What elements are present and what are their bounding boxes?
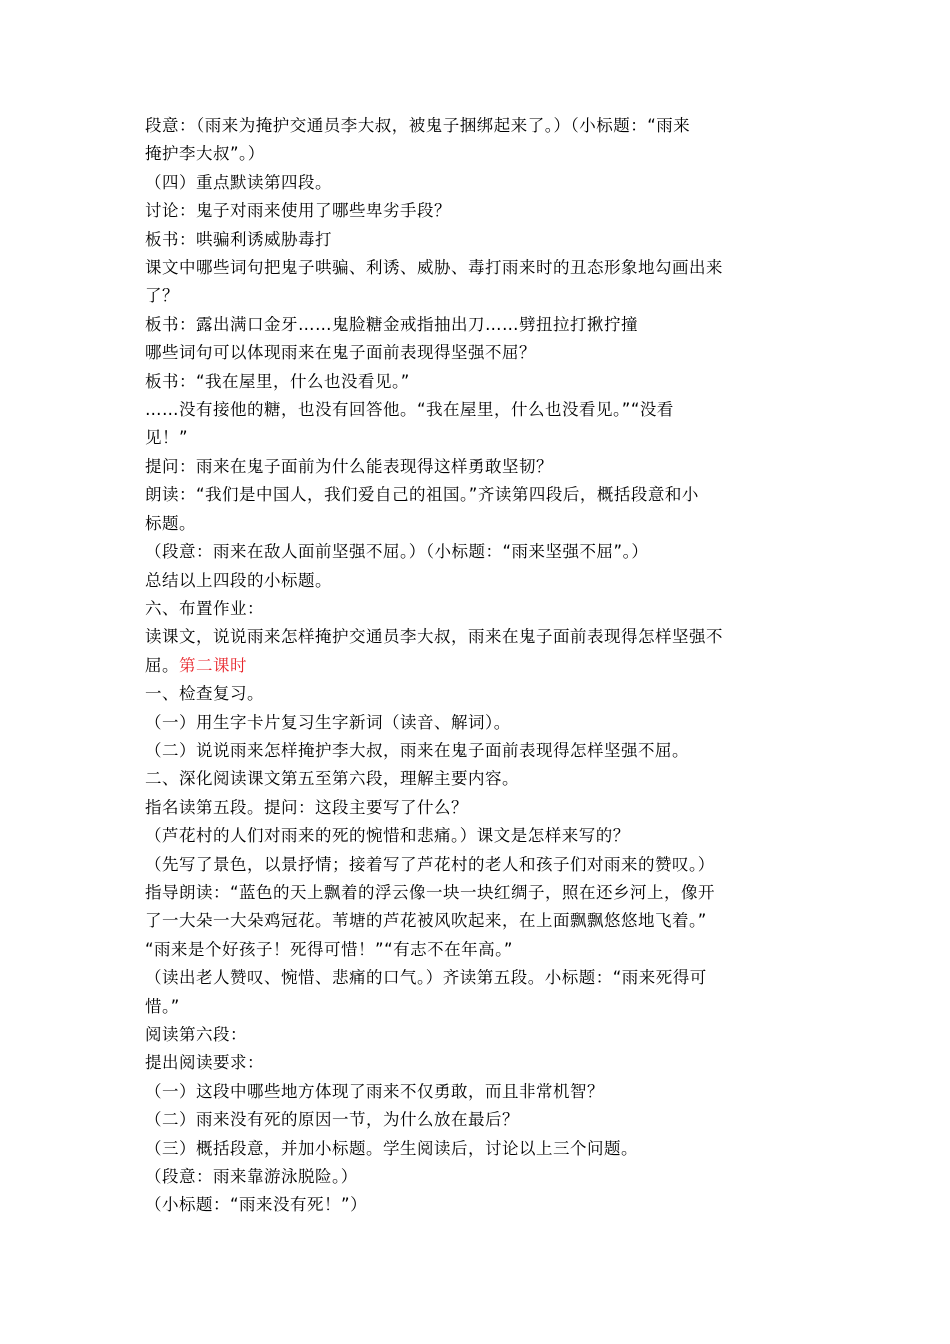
text-line: 六、布置作业： (145, 598, 264, 618)
text-line: 阅读第六段： (145, 1025, 247, 1044)
text-line: 二、深化阅读课文第五至第六段，理解主要内容。 (145, 769, 519, 789)
text-line: “雨来是个好孩子！死得可惜！”“有志不在年高。” (145, 939, 513, 959)
text-line: 板书：哄骗利诱威胁毒打 (145, 229, 332, 249)
text-line: 板书：露出满口金牙……鬼脸糖金戒指抽出刀……劈扭拉打揪拧撞 (145, 314, 638, 334)
text-line: 段意：（雨来为掩护交通员李大叔，被鬼子捆绑起来了。）（小标题：“雨来 (145, 116, 691, 135)
text-line-with-heading (145, 652, 810, 680)
text-line: 课文中哪些词句把鬼子哄骗、利诱、威胁、毒打雨来时的丑态形象地勾画出来 (145, 258, 723, 278)
text-line: 板书：“我在屋里，什么也没看见。” (145, 371, 410, 391)
text-line: 了一大朵一大朵鸡冠花。苇塘的芦花被风吹起来，在上面飘飘悠悠地飞着。” (145, 911, 707, 931)
text-line: 读课文，说说雨来怎样掩护交通员李大叔，雨来在鬼子面前表现得怎样坚强不 (145, 627, 723, 647)
text-line: 了？ (145, 286, 179, 306)
text-line: （段意：雨来在敌人面前坚强不屈。）（小标题：“雨来坚强不屈”。） (145, 542, 649, 562)
document-body (145, 112, 810, 1220)
text-line: （芦花村的人们对雨来的死的惋惜和悲痛。）课文是怎样来写的？ (145, 826, 630, 846)
text-line: （一）用生字卡片复习生字新词（读音、解词）。 (145, 712, 511, 732)
text-line: 总结以上四段的小标题。 (145, 570, 332, 590)
text-line: （二）说说雨来怎样掩护李大叔，雨来在鬼子面前表现得怎样坚强不屈。 (145, 740, 689, 760)
text-line: 标题。 (145, 513, 196, 533)
text-line: （小标题：“雨来没有死！”） (145, 1195, 368, 1215)
text-line: （三）概括段意，并加小标题。学生阅读后，讨论以上三个问题。 (145, 1138, 638, 1158)
text-line: （一）这段中哪些地方体现了雨来不仅勇敢，而且非常机智？ (145, 1081, 604, 1101)
text-line: 提出阅读要求： (145, 1053, 264, 1073)
text-line: （先写了景色，以景抒情；接着写了芦花村的老人和孩子们对雨来的赞叹。） (145, 854, 715, 874)
text-line: 惜。” (145, 996, 180, 1016)
text-line: 指名读第五段。提问：这段主要写了什么？ (145, 797, 468, 817)
text-line: ……没有接他的糖，也没有回答他。“我在屋里，什么也没看见。”“没看 (145, 400, 674, 420)
text-line: 见！” (145, 428, 189, 448)
text-line: （读出老人赞叹、惋惜、悲痛的口气。）齐读第五段。小标题：“雨来死得可 (145, 968, 707, 988)
text-line: 提问：雨来在鬼子面前为什么能表现得这样勇敢坚韧？ (145, 456, 553, 476)
text-line: 讨论：鬼子对雨来使用了哪些卑劣手段？ (145, 201, 451, 221)
text-line: 一、检查复习。 (145, 684, 264, 704)
section-heading: 第二课时 (179, 655, 247, 675)
text-line: 掩护李大叔”。） (145, 144, 265, 164)
text-segment: 屈。 (145, 655, 179, 675)
text-line: （段意：雨来靠游泳脱险。） (145, 1167, 358, 1187)
text-line: （四）重点默读第四段。 (145, 172, 332, 192)
text-line: 朗读：“我们是中国人，我们爱自己的祖国。”齐读第四段后，概括段意和小 (145, 485, 699, 505)
text-line: 指导朗读：“蓝色的天上飘着的浮云像一块一块红绸子，照在还乡河上，像开 (145, 882, 716, 902)
text-line: （二）雨来没有死的原因一节，为什么放在最后？ (145, 1110, 519, 1130)
text-line: 哪些词句可以体现雨来在鬼子面前表现得坚强不屈？ (145, 343, 536, 363)
